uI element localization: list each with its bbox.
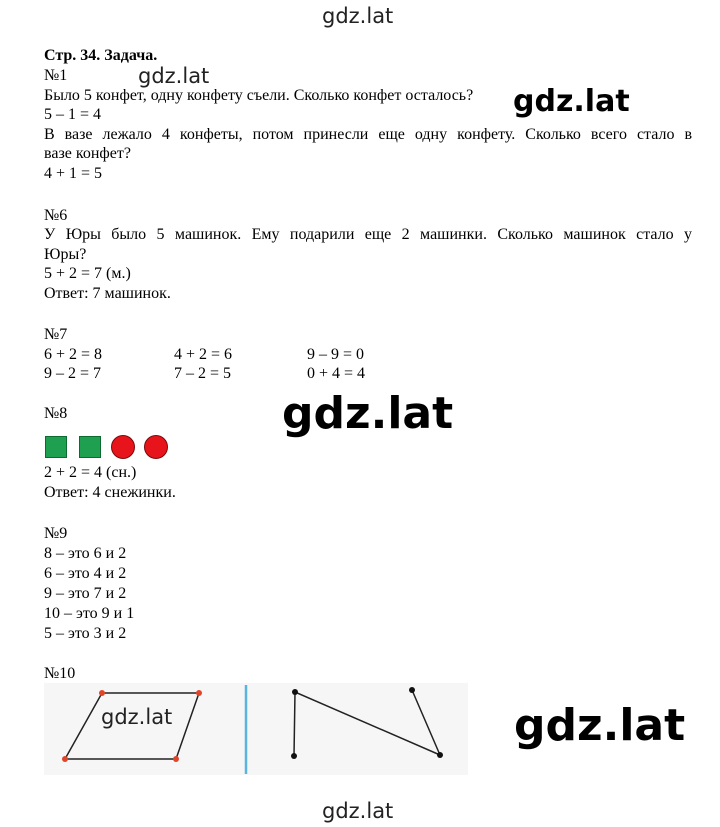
task6-number: №6 bbox=[44, 207, 68, 224]
vertex-dot bbox=[99, 690, 105, 696]
task9-line: 10 – это 9 и 1 bbox=[44, 605, 135, 622]
task8-solution: 2 + 2 = 4 (сн.) bbox=[44, 464, 137, 481]
vertex-dot bbox=[62, 756, 68, 762]
task8-number: №8 bbox=[44, 405, 68, 422]
task8-answer: Ответ: 4 снежинки. bbox=[44, 484, 176, 501]
task9-number: №9 bbox=[44, 525, 68, 542]
vertex-dot bbox=[437, 752, 443, 758]
task1-answer2: 4 + 1 = 5 bbox=[44, 165, 103, 182]
task6-question-line1: У Юры было 5 машинок. Ему подарили еще 2 машинки. Сколько машинок стало у bbox=[44, 226, 692, 243]
task6-answer: Ответ: 7 машинок. bbox=[44, 285, 171, 302]
red-circle-shape bbox=[144, 435, 168, 459]
watermark-right-task1: gdz.lat bbox=[513, 84, 630, 119]
task9-line: 8 – это 6 и 2 bbox=[44, 545, 127, 562]
task1-question2-line1: В вазе лежало 4 конфеты, потом принесли еще одну конфету. Сколько всего стало в bbox=[44, 126, 692, 143]
green-square-shape bbox=[79, 436, 101, 458]
task6-question-line2: Юры? bbox=[44, 246, 87, 263]
task7-cell: 7 – 2 = 5 bbox=[174, 365, 232, 382]
watermark-under-task1: gdz.lat bbox=[138, 64, 210, 88]
page-title: Стр. 34. Задача. bbox=[44, 47, 158, 64]
task1-question1: Было 5 конфет, одну конфету съели. Сколько конфет осталось? bbox=[44, 87, 474, 104]
watermark-center: gdz.lat bbox=[282, 388, 454, 439]
task1-question2-line2: вазе конфет? bbox=[44, 145, 131, 162]
task10-number: №10 bbox=[44, 665, 76, 682]
green-square-shape bbox=[45, 436, 67, 458]
task9-line: 5 – это 3 и 2 bbox=[44, 625, 127, 642]
task7-cell: 9 – 9 = 0 bbox=[307, 346, 365, 363]
broken-line-shape bbox=[294, 690, 440, 756]
task6-solution: 5 + 2 = 7 (м.) bbox=[44, 265, 131, 282]
task9-line: 9 – это 7 и 2 bbox=[44, 585, 127, 602]
vertex-dot bbox=[173, 756, 179, 762]
task7-cell: 9 – 2 = 7 bbox=[44, 365, 102, 382]
task7-cell: 0 + 4 = 4 bbox=[307, 365, 366, 382]
watermark-bottom-right: gdz.lat bbox=[514, 700, 686, 751]
red-circle-shape bbox=[111, 435, 135, 459]
task7-cell: 6 + 2 = 8 bbox=[44, 346, 103, 363]
task10-drawing bbox=[44, 680, 474, 780]
vertex-dot bbox=[292, 689, 298, 695]
vertex-dot bbox=[291, 753, 297, 759]
vertex-dot bbox=[409, 687, 415, 693]
task9-line: 6 – это 4 и 2 bbox=[44, 565, 127, 582]
watermark-in-parallelogram: gdz.lat bbox=[101, 705, 173, 729]
watermark-bottom: gdz.lat bbox=[322, 799, 394, 823]
task1-number: №1 bbox=[44, 67, 68, 84]
task7-cell: 4 + 2 = 6 bbox=[174, 346, 233, 363]
task1-answer1: 5 – 1 = 4 bbox=[44, 106, 102, 123]
watermark-top: gdz.lat bbox=[322, 4, 394, 28]
vertex-dot bbox=[196, 690, 202, 696]
task7-number: №7 bbox=[44, 326, 68, 343]
